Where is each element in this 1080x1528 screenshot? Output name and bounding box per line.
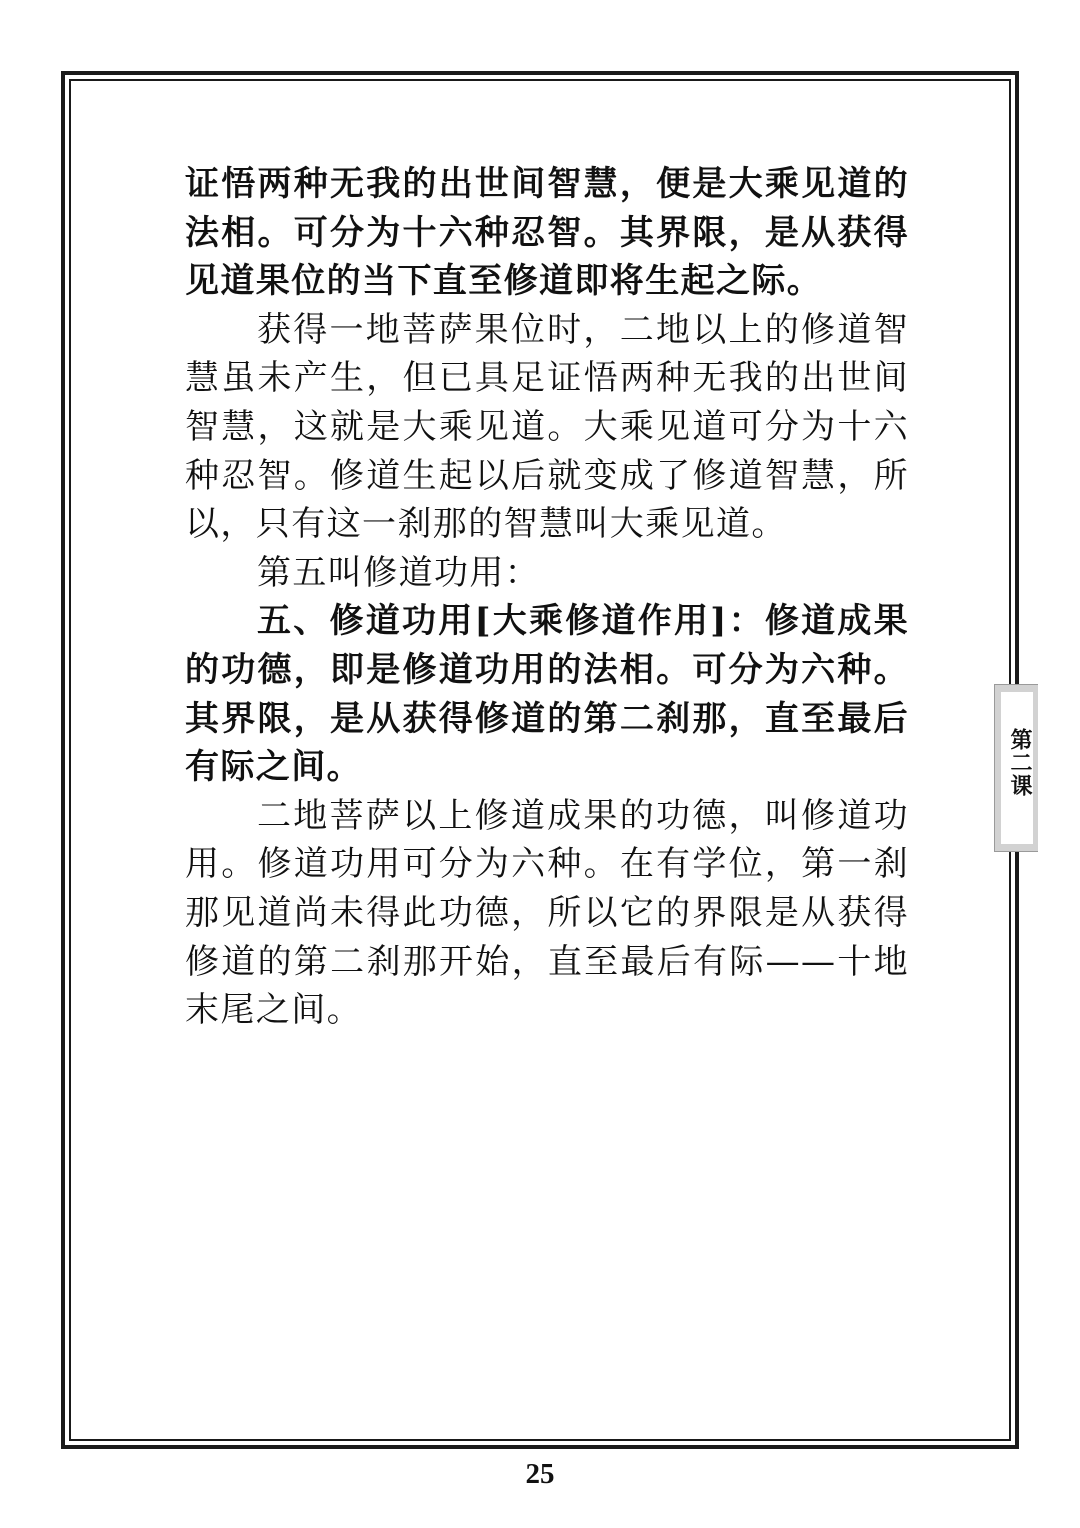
paragraph-definition-path-of-seeing: 证悟两种无我的出世间智慧，便是大乘见道的法相。可分为十六种忍智。其界限，是从获得见道果位的当下直至修道即将生起之际。 xyxy=(185,164,909,302)
page-number: 25 xyxy=(525,1458,555,1490)
paragraph-explanation-path-of-meditation: 二地菩萨以上修道成果的功德，叫修道功用。修道功用可分为六种。在有学位，第一刹那见道尚未得此功德，所以它的界限是从获得修道的第二刹那开始，直至最后有际——十地末尾之间。 xyxy=(185,795,909,1031)
paragraph-intro-fifth: 第五叫修道功用： xyxy=(257,552,541,593)
lesson-side-tab xyxy=(994,684,1038,852)
body-text xyxy=(185,160,909,1035)
paragraph-explanation-path-of-seeing: 获得一地菩萨果位时，二地以上的修道智慧虽未产生，但已具足证悟两种无我的出世间智慧，这就是大乘见道。大乘见道可分为十六种忍智。修道生起以后就变成了修道智慧，所以，只有这一刹那的智慧叫大乘见道。 xyxy=(185,309,909,545)
lesson-label: 第二课 xyxy=(1007,728,1033,797)
lesson-side-tab-inner xyxy=(1001,692,1033,844)
paragraph-definition-path-of-meditation: 五、修道功用[大乘修道作用]：修道成果的功德，即是修道功用的法相。可分为六种。其界限，是从获得修道的第二刹那，直至最后有际之间。 xyxy=(185,601,909,788)
